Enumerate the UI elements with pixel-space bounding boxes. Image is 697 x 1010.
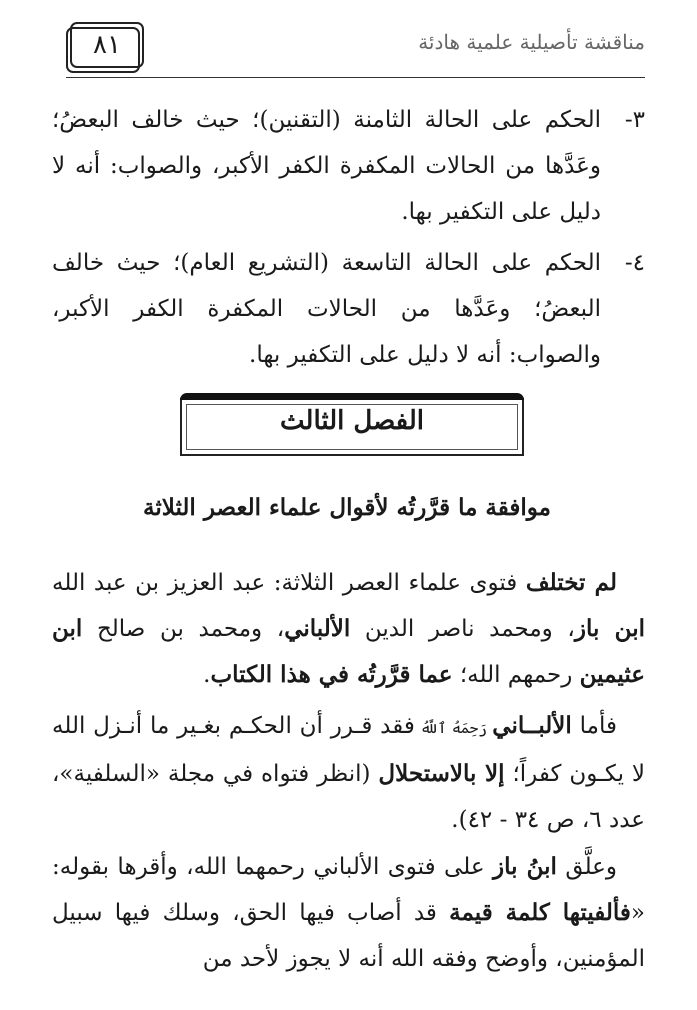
list-item-number: ٤-: [624, 250, 645, 276]
bold-phrase: إلا بالاستحلال: [378, 760, 505, 787]
list-item-4: [52, 240, 645, 378]
list-item-3: [52, 97, 645, 235]
text-run: رحمهم الله؛: [452, 662, 580, 688]
list-item-number: ٣-: [624, 107, 645, 133]
bold-phrase: فألفيتها كلمة قيمة: [449, 899, 631, 926]
text-run: ، ومحمد بن صالح: [82, 616, 285, 642]
page-number: ٨١: [93, 30, 121, 60]
bold-phrase: ابن عثيمين: [52, 615, 645, 688]
bold-phrase: عما قرَّرتُه في هذا الكتاب: [210, 661, 453, 688]
section-heading: موافقة ما قرَّرتُه لأقوال علماء العصر الثلاثة: [143, 494, 551, 521]
list-item-text: الحكم على الحالة الثامنة (التقنين)؛ حيث خالف البعضُ؛ وعَدَّها من الحالات المكفرة الكفر الأكبر، والصواب: أنه لا دليل على التكفير بها.: [52, 107, 601, 225]
chapter-title-frame: [180, 398, 524, 456]
paragraph-2: [52, 703, 645, 843]
text-run: وعلَّق: [556, 854, 618, 880]
chapter-title: الفصل الثالث: [280, 406, 424, 436]
paragraph-1: [52, 560, 645, 698]
list-item-text: الحكم على الحالة التاسعة (التشريع العام)؛ حيث خالف البعضُ؛ وعَدَّها من الحالات المكفرة الكفر الأكبر، والصواب: أنه لا دليل على التكفير بها.: [52, 250, 601, 368]
bold-phrase: ابنُ باز: [493, 853, 557, 880]
page-number-box: [70, 22, 144, 68]
text-run: .: [203, 662, 211, 688]
text-run: فأما: [571, 713, 617, 739]
text-run: قد أصاب فيها الحق، وسلك فيها سبيل المؤمنين، وأوضح وفقه الله أنه لا يجوز لأحد من: [52, 900, 645, 972]
text-run: فقد قـرر أن الحكـم بغـير ما أنـزل الله لا يكـون كفراً؛: [52, 713, 645, 787]
bold-phrase: الألباني: [284, 615, 351, 642]
paragraph-3: [52, 844, 645, 982]
text-run: فتوى علماء العصر الثلاثة: عبد العزيز بن عبد الله: [52, 570, 526, 596]
text-run: على فتوى الألباني رحمهما الله، وأقرها بقوله: «: [52, 854, 645, 926]
text-run: ، ومحمد ناصر الدين: [350, 616, 575, 642]
running-title: مناقشة تأصيلية علمية هادئة: [418, 30, 645, 54]
text-run: (انظر فتواه في مجلة «السلفية»، عدد ٦، ص ٣٤ - ٤٢).: [52, 761, 645, 833]
bold-phrase: لم تختلف: [525, 569, 617, 596]
bold-phrase: ابن باز: [574, 615, 645, 642]
bold-phrase: الألبــاني: [492, 712, 572, 739]
header-divider: [66, 77, 645, 78]
honorific-glyph: رَحِمَهُ ٱللَّهُ: [414, 719, 493, 737]
